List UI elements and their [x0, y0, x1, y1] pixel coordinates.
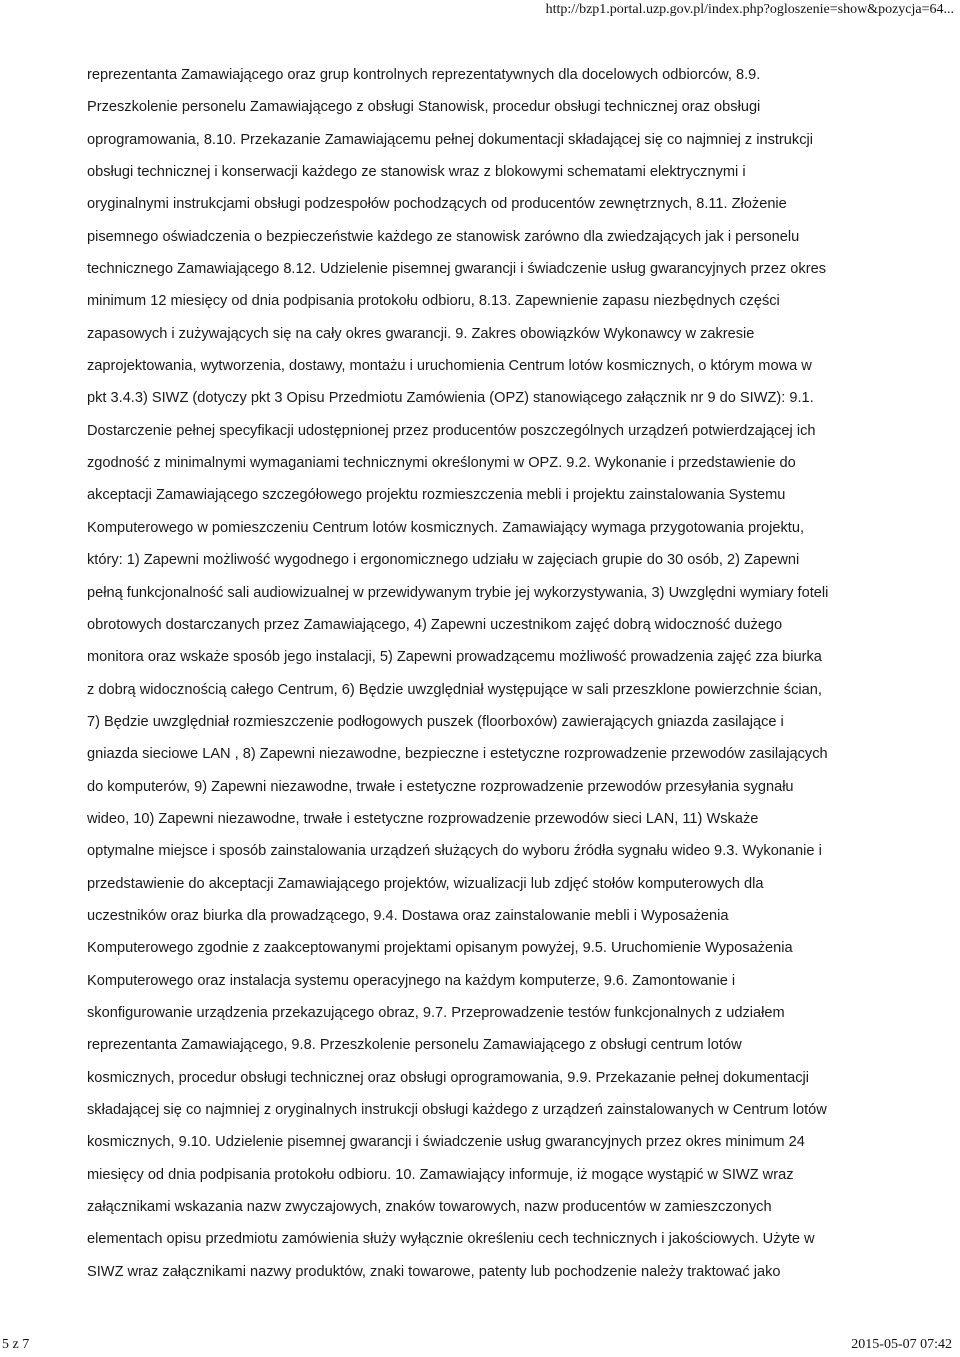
text-line: pełną funkcjonalność sali audiowizualnej w przewidywanym trybie jej wykorzystywania, 3) Uwzględni wymiary foteli	[87, 584, 829, 601]
text-line: optymalne miejsce i sposób zainstalowania urządzeń służących do wyboru źródła sygnału wideo 9.3. Wykonanie i	[87, 843, 822, 860]
text-line: pkt 3.4.3) SIWZ (dotyczy pkt 3 Opisu Przedmiotu Zamówienia (OPZ) stanowiącego załącznik nr 9 do SIWZ): 9.1.	[87, 390, 814, 407]
text-line: reprezentanta Zamawiającego, 9.8. Przeszkolenie personelu Zamawiającego z obsługi centrum lotów	[87, 1037, 742, 1054]
text-line: miesięcy od dnia podpisania protokołu odbioru. 10. Zamawiający informuje, iż mogące wystąpić w SIWZ wraz	[87, 1166, 794, 1183]
text-line: akceptacji Zamawiającego szczegółowego projektu rozmieszczenia mebli i projektu zainstalowania Systemu	[87, 487, 786, 504]
text-line: Dostarczenie pełnej specyfikacji udostępnionej przez producentów poszczególnych urządzeń potwierdzającej ich	[87, 422, 816, 439]
text-line: technicznego Zamawiającego 8.12. Udzielenie pisemnej gwarancji i świadczenie usług gwarancyjnych przez okres	[87, 261, 826, 278]
text-line: który: 1) Zapewni możliwość wygodnego i ergonomicznego udziału w zajęciach grupie do 30 osób, 2) Zapewni	[87, 552, 800, 569]
text-line: Komputerowego oraz instalacja systemu operacyjnego na każdym komputerze, 9.6. Zamontowanie i	[87, 972, 736, 989]
text-line: monitora oraz wskaże sposób jego instalacji, 5) Zapewni prowadzącemu możliwość prowadzenia zajęć zza biurka	[87, 649, 822, 666]
text-line: zaprojektowania, wytworzenia, dostawy, montażu i uruchomienia Centrum lotów kosmicznych, o którym mowa w	[87, 358, 812, 375]
page-url-header: http://bzp1.portal.uzp.gov.pl/index.php?ogloszenie=show&pozycja=64...	[545, 2, 954, 17]
text-line: obrotowych dostarczanych przez Zamawiającego, 4) Zapewni uczestnikom zajęć dobrą widoczność dużego	[87, 616, 783, 633]
text-line: z dobrą widocznością całego Centrum, 6) Będzie uwzględniał występujące w sali przeszklone powierzchnie ścian,	[87, 681, 822, 698]
text-line: reprezentanta Zamawiającego oraz grup kontrolnych reprezentatywnych dla docelowych odbiorców, 8.9.	[87, 67, 761, 83]
text-line: zgodność z minimalnymi wymaganiami technicznymi określonymi w OPZ. 9.2. Wykonanie i przedstawienie do	[87, 455, 796, 472]
text-line: oprogramowania, 8.10. Przekazanie Zamawiającemu pełnej dokumentacji składającej się co najmniej z instrukcji	[87, 131, 813, 148]
text-line: Przeszkolenie personelu Zamawiającego z obsługi Stanowisk, procedur obsługi technicznej oraz obsługi	[87, 99, 761, 116]
text-line: pisemnego oświadczenia o bezpieczeństwie każdego ze stanowisk zarówno dla zwiedzających jak i personelu	[87, 228, 800, 245]
text-line: minimum 12 miesięcy od dnia podpisania protokołu odbioru, 8.13. Zapewnienie zapasu niezbędnych części	[87, 293, 780, 310]
text-line: 7) Będzie uwzględniał rozmieszczenie podłogowych puszek (floorboxów) zawierających gniazda zasilające i	[87, 713, 784, 730]
text-line: do komputerów, 9) Zapewni niezawodne, trwałe i estetyczne rozprowadzenie przewodów przesyłania sygnału	[87, 778, 794, 795]
text-line: gniazda sieciowe LAN , 8) Zapewni niezawodne, bezpieczne i estetyczne rozprowadzenie przewodów zasilających	[87, 746, 828, 763]
document-body	[87, 59, 887, 1288]
text-line: składającej się co najmniej z oryginalnych instrukcji obsługi każdego z urządzeń zainstalowanych w Centrum lotów	[87, 1102, 827, 1118]
text-line: wideo, 10) Zapewni niezawodne, trwałe i estetyczne rozprowadzenie przewodów sieci LAN, 11) Wskaże	[87, 810, 759, 827]
text-line: kosmicznych, procedur obsługi technicznej oraz obsługi oprogramowania, 9.9. Przekazanie pełnej dokumentacji	[87, 1069, 809, 1086]
text-line: załącznikami wskazania nazw zwyczajowych, znaków towarowych, nazw producentów w zamieszczonych	[87, 1199, 772, 1216]
text-line: SIWZ wraz załącznikami nazwy produktów, znaki towarowe, patenty lub pochodzenie należy traktować jako	[87, 1263, 781, 1280]
text-line: obsługi technicznej i konserwacji każdego ze stanowisk wraz z blokowymi schematami elektrycznymi i	[87, 164, 746, 181]
text-line: uczestników oraz biurka dla prowadzącego, 9.4. Dostawa oraz zainstalowanie mebli i Wyposażenia	[87, 907, 729, 924]
text-line: przedstawienie do akceptacji Zamawiającego projektów, wizualizacji lub zdjęć stołów komputerowych dla	[87, 875, 764, 892]
text-line: Komputerowego zgodnie z zaakceptowanymi projektami opisanym powyżej, 9.5. Uruchomienie Wyposażenia	[87, 940, 793, 957]
text-line: kosmicznych, 9.10. Udzielenie pisemnej gwarancji i świadczenie usług gwarancyjnych przez okres minimum 24	[87, 1134, 805, 1151]
print-datetime: 2015-05-07 07:42	[851, 1337, 952, 1352]
text-line: Komputerowego w pomieszczeniu Centrum lotów kosmicznych. Zamawiający wymaga przygotowania projektu,	[87, 519, 805, 536]
text-line: oryginalnymi instrukcjami obsługi podzespołów pochodzących od producentów zewnętrznych, 8.11. Złożenie	[87, 196, 787, 213]
page-number: 5 z 7	[2, 1337, 30, 1352]
text-line: skonfigurowanie urządzenia przekazującego obraz, 9.7. Przeprowadzenie testów funkcjonalnych z udziałem	[87, 1004, 785, 1021]
text-line: zapasowych i zużywających się na cały okres gwarancji. 9. Zakres obowiązków Wykonawcy w zakresie	[87, 325, 755, 342]
text-line: elementach opisu przedmiotu zamówienia służy wyłącznie określeniu cech technicznych i jakościowych. Użyte w	[87, 1231, 815, 1248]
